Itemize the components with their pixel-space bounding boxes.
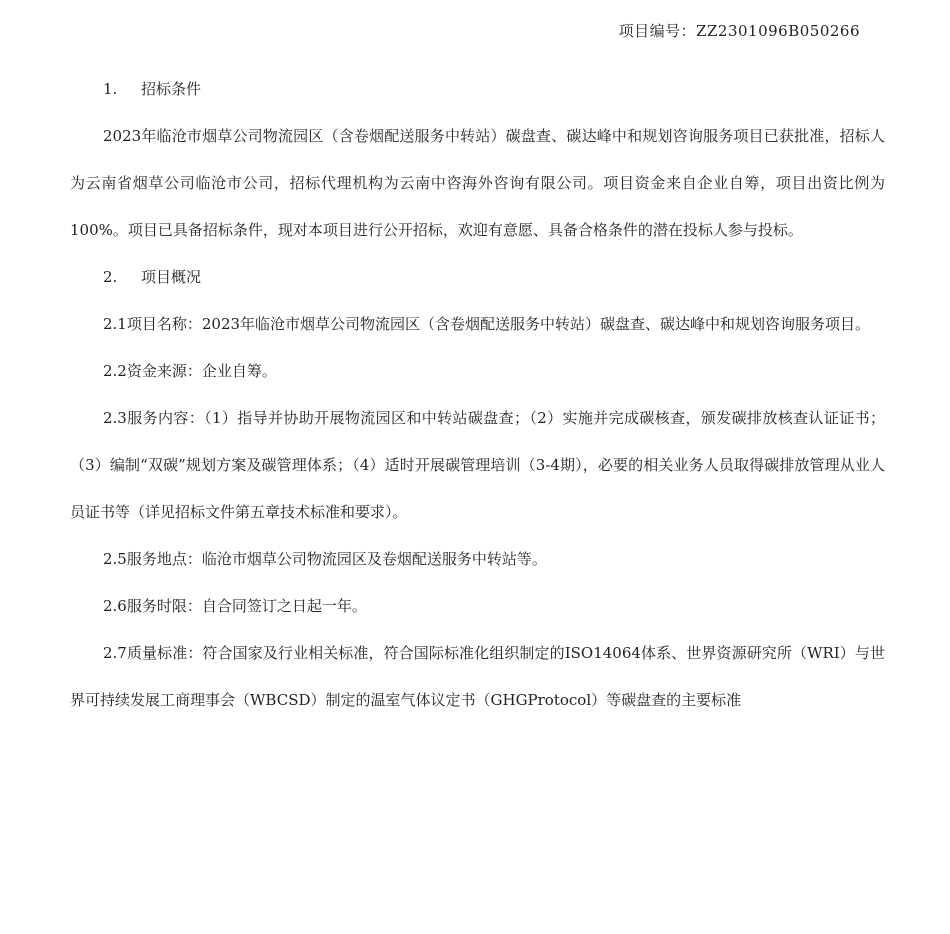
- section-2-heading: [70, 254, 885, 301]
- item-2-7-quality-standard: 2.7质量标准：符合国家及行业相关标准，符合国际标准化组织制定的ISO14064体系、世界资源研究所（WRI）与世界可持续发展工商理事会（WBCSD）制定的温室气体议定书（GHGProtocol）等碳盘查的主要标准: [70, 644, 885, 709]
- item-2-5-service-location: 2.5服务地点：临沧市烟草公司物流园区及卷烟配送服务中转站等。: [103, 550, 547, 568]
- item-2-6-service-period: 2.6服务时限：自合同签订之日起一年。: [103, 597, 367, 615]
- document-body: [70, 66, 885, 724]
- item-2-2-funding-source: 2.2资金来源：企业自筹。: [103, 362, 277, 380]
- section-2-number: 2.: [103, 268, 118, 286]
- section-1-title: 招标条件: [141, 80, 202, 98]
- project-number: 项目编号：ZZ2301096B050266: [618, 22, 860, 40]
- item-2-3-service-content: 2.3服务内容：（1）指导并协助开展物流园区和中转站碳盘查；（2）实施并完成碳核查，颁发碳排放核查认证证书；（3）编制“双碳”规划方案及碳管理体系；（4）适时开展碳管理培训（3-4期），必要的相关业务人员取得碳排放管理从业人员证书等（详见招标文件第五章技术标准和要求）。: [70, 409, 885, 521]
- section-2-title: 项目概况: [141, 268, 202, 286]
- item-2-1-project-name: 2.1项目名称：2023年临沧市烟草公司物流园区（含卷烟配送服务中转站）碳盘查、碳达峰中和规划咨询服务项目。: [103, 315, 871, 333]
- section-1-heading: [70, 66, 885, 113]
- section-1-number: 1.: [103, 80, 118, 98]
- section-1-paragraph: 2023年临沧市烟草公司物流园区（含卷烟配送服务中转站）碳盘查、碳达峰中和规划咨询服务项目已获批准，招标人为云南省烟草公司临沧市公司，招标代理机构为云南中咨海外咨询有限公司。项目资金来自企业自筹，项目出资比例为100%。项目已具备招标条件，现对本项目进行公开招标，欢迎有意愿、具备合格条件的潜在投标人参与投标。: [70, 127, 885, 239]
